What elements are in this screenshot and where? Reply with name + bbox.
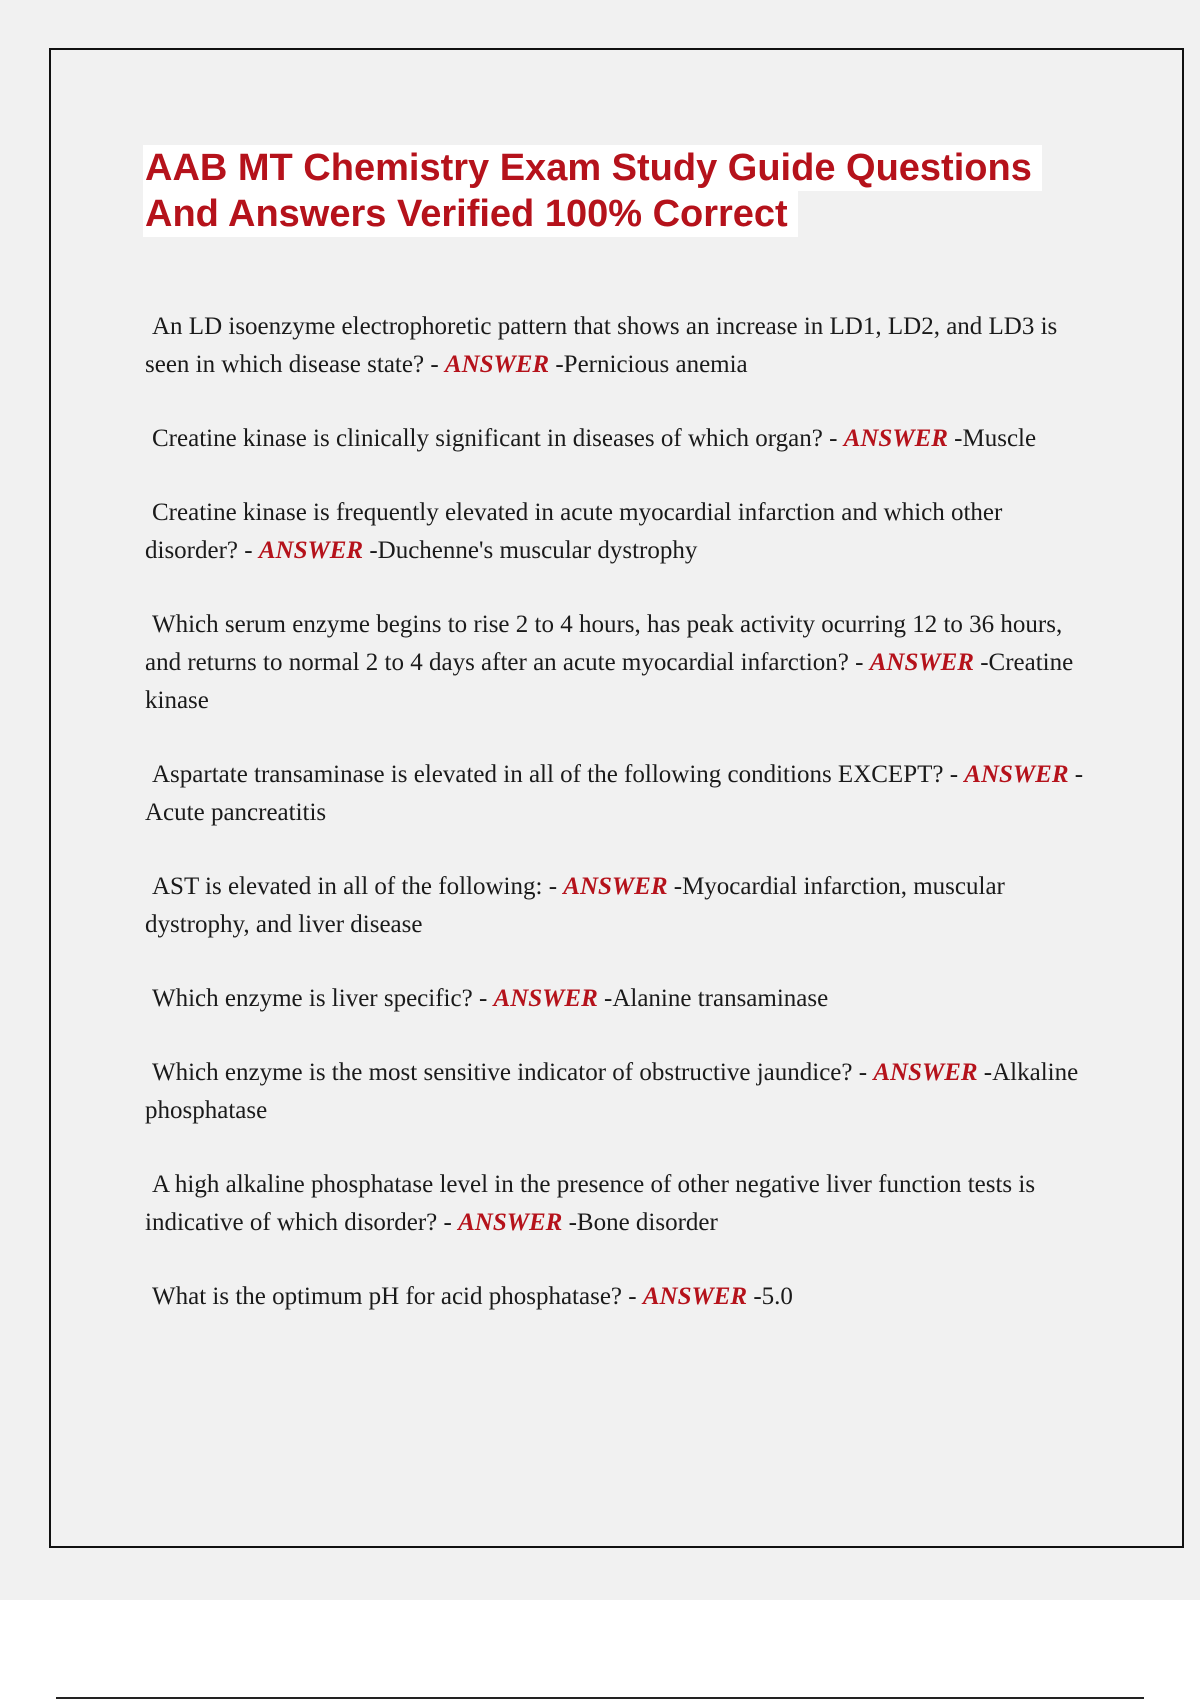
answer-label: ANSWER	[444, 351, 550, 378]
answer-label: ANSWER	[563, 873, 668, 900]
question-text: An LD isoenzyme electrophoretic pattern that shows an increase in LD1, LD2, and LD3 is seen in which disease state? -	[145, 313, 1058, 378]
footer-divider	[56, 1697, 1144, 1699]
answer-label: ANSWER	[964, 761, 1069, 788]
question-text: Aspartate transaminase is elevated in all of the following conditions EXCEPT? -	[152, 761, 959, 788]
answer-text: -Alanine transaminase	[604, 985, 829, 1012]
question-text: Creatine kinase is clinically significant in diseases of which organ? -	[152, 425, 838, 452]
question-text: A high alkaline phosphatase level in the presence of other negative liver function tests is indicative of which disorder? -	[145, 1171, 1036, 1236]
question-text: What is the optimum pH for acid phosphatase? -	[152, 1283, 637, 1310]
qa-item-10	[145, 1278, 1090, 1316]
answer-text: -Myocardial infarction, muscular dystrophy, and liver disease	[145, 873, 1005, 938]
answer-label: ANSWER	[843, 425, 948, 452]
answer-text: -Bone disorder	[568, 1209, 718, 1236]
answer-label: ANSWER	[458, 1209, 563, 1236]
answer-text: -Muscle	[954, 425, 1037, 452]
qa-item-6	[145, 868, 1090, 944]
qa-item-5	[145, 756, 1090, 832]
question-text: Which serum enzyme begins to rise 2 to 4 hours, has peak activity ocurring 12 to 36 hours, and returns to normal 2 to 4 days after an acute myocardial infarction? -	[145, 611, 1063, 676]
qa-item-3	[145, 494, 1090, 570]
qa-item-4	[145, 606, 1090, 720]
answer-label: ANSWER	[869, 649, 974, 676]
qa-item-7	[145, 980, 1090, 1018]
answer-text: -Creatine kinase	[145, 649, 1074, 714]
answer-text: -Alkaline phosphatase	[145, 1059, 1079, 1124]
qa-item-2	[145, 420, 1090, 458]
qa-item-9	[145, 1166, 1090, 1242]
document-title-text: AAB MT Chemistry Exam Study Guide Questions And Answers Verified 100% Correct	[143, 145, 1042, 237]
qa-item-1	[145, 308, 1090, 384]
answer-label: ANSWER	[873, 1059, 978, 1086]
answer-text: -Duchenne's muscular dystrophy	[369, 537, 698, 564]
question-text: Which enzyme is the most sensitive indicator of obstructive jaundice? -	[152, 1059, 868, 1086]
answer-label: ANSWER	[493, 985, 598, 1012]
question-text: AST is elevated in all of the following: -	[152, 873, 558, 900]
answer-label: ANSWER	[258, 537, 364, 564]
answer-label: ANSWER	[642, 1283, 748, 1310]
answer-text: -Acute pancreatitis	[145, 761, 1084, 826]
qa-list	[145, 308, 1090, 1352]
question-text: Creatine kinase is frequently elevated in acute myocardial infarction and which other disorder? -	[145, 499, 1003, 564]
qa-item-8	[145, 1054, 1090, 1130]
document-title	[143, 145, 1043, 237]
answer-text: -5.0	[753, 1283, 793, 1310]
question-text: Which enzyme is liver specific? -	[152, 985, 488, 1012]
answer-text: -Pernicious anemia	[555, 351, 748, 378]
